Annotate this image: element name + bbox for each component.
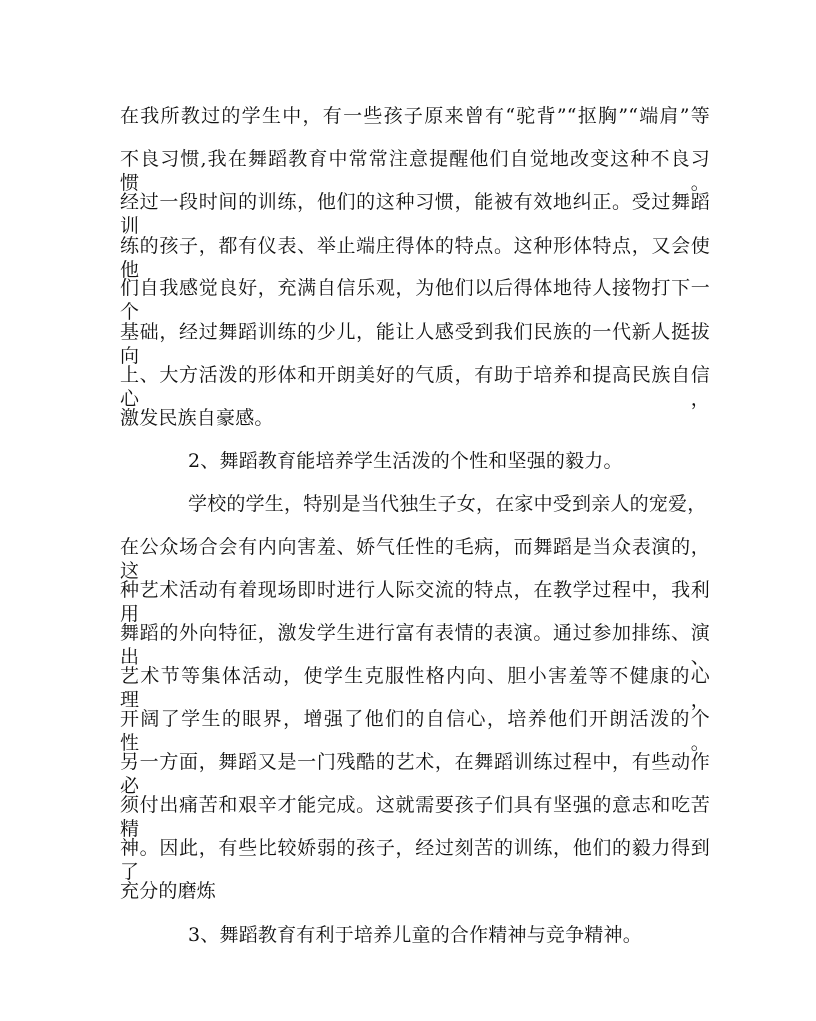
paragraph-2-line-6: 开阔了学生的眼界，增强了他们的自信心，培养他们开朗活泼的个性。 xyxy=(120,708,710,754)
paragraph-1-line-2: 不良习惯,我在舞蹈教育中常常注意提醒他们自觉地改变这种不良习惯。 xyxy=(120,148,710,194)
paragraph-1-line-5: 们自我感觉良好，充满自信乐观，为他们以后得体地待人接物打下一个 xyxy=(120,277,710,323)
paragraph-2-line-1: 学校的学生，特别是当代独生子女，在家中受到亲人的宠爱， xyxy=(188,493,707,515)
paragraph-2-line-8: 须付出痛苦和艰辛才能完成。这就需要孩子们具有坚强的意志和吃苦精 xyxy=(120,794,710,840)
paragraph-2-line-7: 另一方面，舞蹈又是一门残酷的艺术，在舞蹈训练过程中，有些动作必 xyxy=(120,751,710,797)
paragraph-2-line-5: 艺术节等集体活动，使学生克服性格内向、胆小害羞等不健康的心理， xyxy=(120,665,710,711)
paragraph-1-line-8: 激发民族自豪感。 xyxy=(120,407,274,429)
paragraph-2-line-10: 充分的磨炼 xyxy=(120,880,217,902)
paragraph-1-line-3: 经过一段时间的训练，他们的这种习惯，能被有效地纠正。受过舞蹈训 xyxy=(120,191,710,237)
section-heading-3: 3、舞蹈教育有利于培养儿童的合作精神与竞争精神。 xyxy=(188,924,642,946)
paragraph-1-line-6: 基础，经过舞蹈训练的少儿，能让人感受到我们民族的一代新人挺拔向 xyxy=(120,321,710,367)
paragraph-2-line-2: 在公众场合会有内向害羞、娇气任性的毛病，而舞蹈是当众表演的，这 xyxy=(120,536,710,582)
paragraph-2-line-4: 舞蹈的外向特征，激发学生进行富有表情的表演。通过参加排练、演出、 xyxy=(120,622,710,668)
paragraph-1-line-7: 上、大方活泼的形体和开朗美好的气质，有助于培养和提高民族自信心， xyxy=(120,364,710,410)
paragraph-1-line-1: 在我所教过的学生中，有一些孩子原来曾有“驼背”“抠胸”“端肩”等 xyxy=(120,105,710,127)
section-heading-2: 2、舞蹈教育能培养学生活泼的个性和坚强的毅力。 xyxy=(188,450,623,472)
paragraph-1-line-4: 练的孩子，都有仪表、举止端庄得体的特点。这种形体特点，又会使他 xyxy=(120,235,710,281)
paragraph-2-line-9: 神。因此，有些比较娇弱的孩子，经过刻苦的训练，他们的毅力得到了 xyxy=(120,837,710,883)
paragraph-2-line-3: 种艺术活动有着现场即时进行人际交流的特点，在教学过程中，我利用 xyxy=(120,579,710,625)
